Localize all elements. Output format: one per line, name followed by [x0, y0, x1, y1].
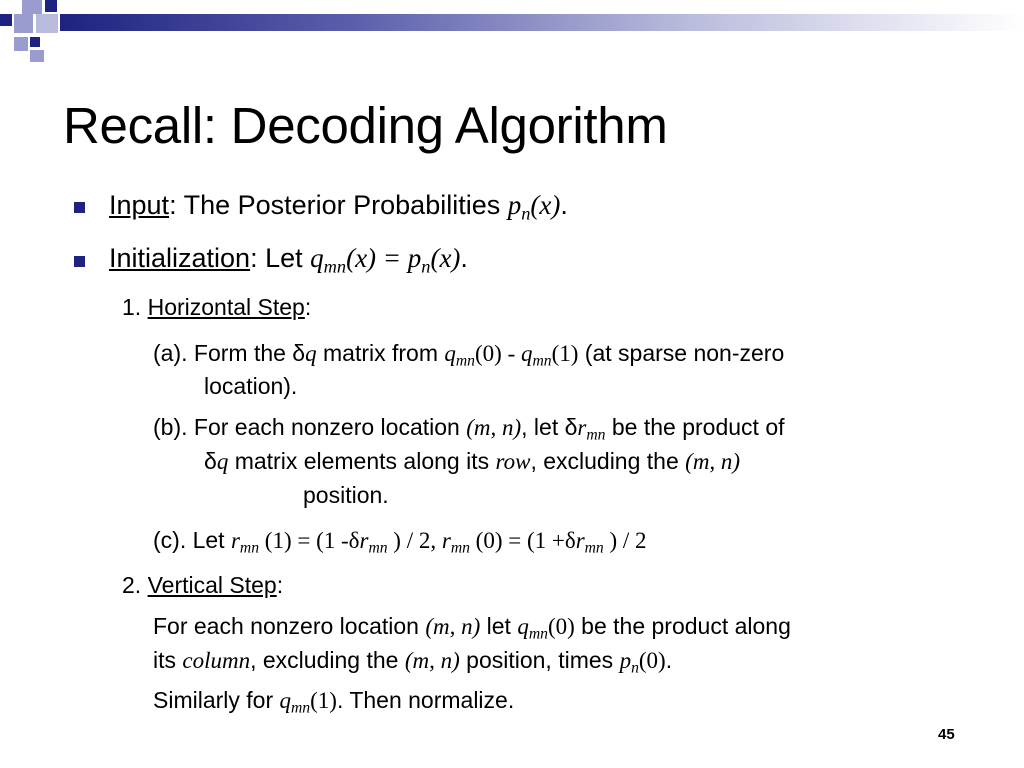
deco-square [14, 14, 33, 33]
deco-square [45, 0, 57, 12]
vertical-text-1-cont: its column, excluding the (m, n) position, times $p_n(0)$. [153, 647, 673, 677]
initialization-label: Initialization [109, 243, 251, 273]
deco-square [30, 37, 40, 47]
bullet-square [74, 202, 85, 213]
substep-b-cont: δq matrix elements along its row, excluding the (m, n) [204, 448, 741, 474]
step-vertical: 2. Vertical Step: [122, 572, 284, 598]
vertical-text-2: Similarly for $q_{mn}(1)$. Then normalize. [153, 687, 515, 717]
page-number: 45 [938, 726, 955, 743]
header-gradient-bar [60, 14, 1024, 31]
deco-square [0, 14, 12, 26]
vertical-text-1: For each nonzero location (m, n) let $q_{mn}(0)$ be the product along [153, 613, 791, 643]
deco-square [22, 0, 42, 14]
substep-a: (a). Form the δq matrix from $q_{mn}(0) - q_{mn}(1)$ (at sparse non-zero [153, 340, 785, 370]
deco-square [14, 37, 28, 51]
vertical-step-label: Vertical Step [147, 572, 277, 598]
bullet-initialization: Initialization: Let $q_{mn}(x) = p_n(x)$. [109, 243, 468, 277]
slide-title: Recall: Decoding Algorithm [63, 97, 668, 154]
substep-b: (b). For each nonzero location (m, n), let $\delta r_{mn}$ be the product of [153, 414, 785, 444]
horizontal-step-label: Horizontal Step [147, 294, 305, 320]
bullet-square [74, 256, 85, 267]
deco-square [30, 50, 44, 62]
input-label: Input [109, 190, 170, 220]
substep-b-cont2: position. [303, 482, 389, 508]
deco-square [36, 14, 58, 33]
bullet-input: Input: The Posterior Probabilities $p_n(x)$. [109, 190, 568, 224]
substep-c: (c). Let $r_{mn}$ (1) = (1 $-\delta r_{mn}$ ) / 2, $r_{mn}$ $(0) = (1 +\delta r_{mn}$ ) / 2 [153, 527, 647, 557]
step-horizontal: 1. Horizontal Step: [122, 294, 312, 320]
substep-a-cont: location). [204, 373, 298, 399]
